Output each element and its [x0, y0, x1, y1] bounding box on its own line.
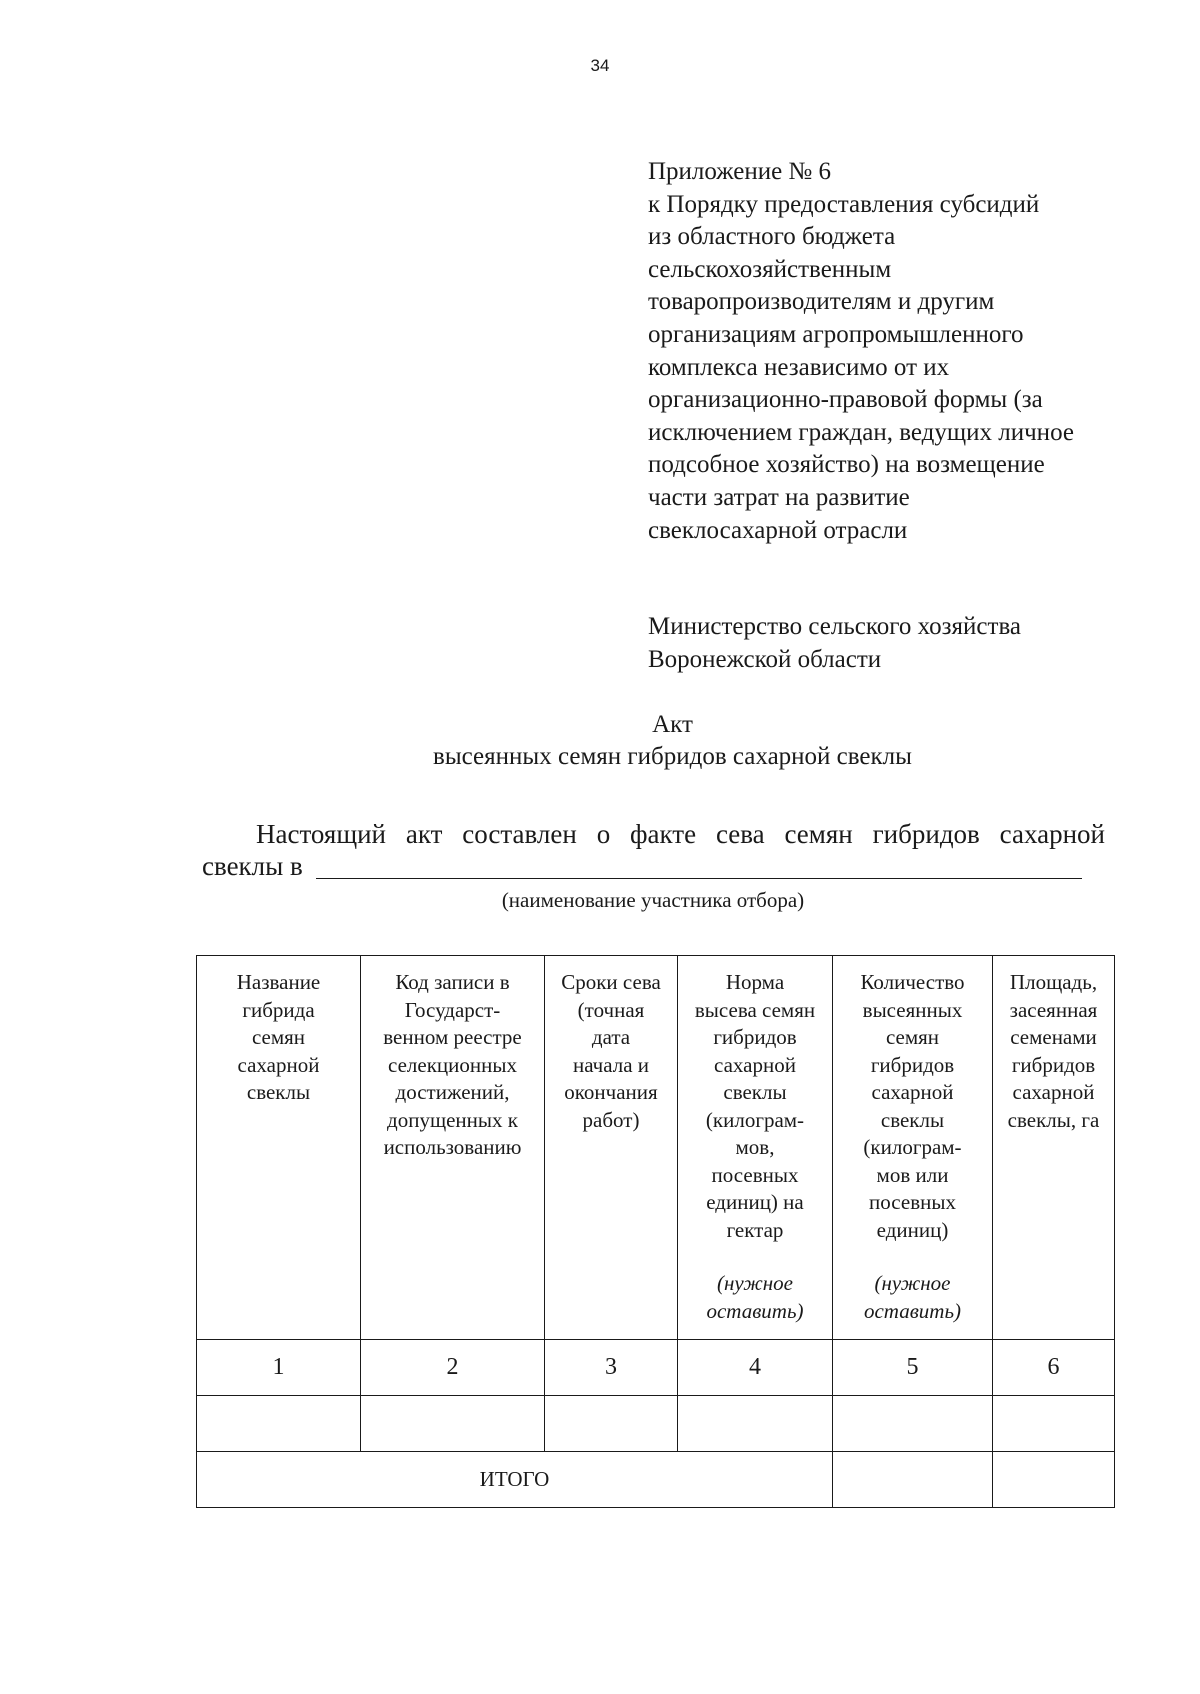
header-text-line: работ) — [582, 1107, 640, 1132]
header-note-line: оставить) — [706, 1298, 804, 1323]
column-header-4 — [678, 956, 833, 1340]
ministry-line: Воронежской области — [648, 645, 882, 673]
header-text-line: сахарной — [1012, 1080, 1095, 1104]
column-header-3 — [545, 956, 678, 1340]
table-cell — [993, 1396, 1115, 1452]
table-row — [197, 1396, 1115, 1452]
column-header-2 — [361, 956, 545, 1340]
column-number: 3 — [545, 1340, 678, 1396]
header-text-line: Название — [236, 970, 321, 994]
header-text-line: Код записи в — [395, 970, 510, 994]
header-text-line: свеклы — [246, 1080, 311, 1104]
statement-line-2: свеклы в — [202, 851, 303, 881]
column-number: 5 — [833, 1340, 993, 1396]
header-text-line: (точная — [577, 997, 645, 1022]
header-text-line: Сроки сева — [561, 970, 661, 994]
column-number: 2 — [361, 1340, 545, 1396]
appendix-line: к Порядку предоставления субсидий — [648, 190, 1040, 218]
header-text-line: гибридов — [1011, 1052, 1096, 1077]
header-text-line: семян — [251, 1025, 306, 1049]
header-text-line: гибридов — [870, 1052, 955, 1077]
appendix-line: подсобное хозяйство) на возмещение — [648, 451, 1045, 479]
header-text-line: высеянных — [862, 997, 963, 1022]
participant-caption: (наименование участника отбора) — [501, 888, 805, 912]
header-text-line: сахарной — [714, 1052, 796, 1077]
header-text-line: свеклы, га — [1007, 1107, 1100, 1132]
header-text-line: достижений, — [395, 1080, 510, 1104]
header-text-line: гибрида — [242, 997, 315, 1022]
total-quantity-cell — [833, 1452, 993, 1508]
table-cell — [833, 1396, 993, 1452]
appendix-line: Приложение № 6 — [648, 158, 832, 185]
column-number: 6 — [993, 1340, 1115, 1396]
header-text-line: мов, — [735, 1135, 775, 1159]
header-text-line: единиц) — [876, 1217, 949, 1242]
appendix-line: комплекса независимо от их — [648, 353, 950, 381]
statement-line-1: Настоящий акт составлен о факте сева семян гибридов сахарной — [256, 819, 1105, 849]
appendix-line: свеклосахарной отрасли — [648, 516, 908, 544]
header-note — [833, 1270, 992, 1325]
appendix-line: организационно-правовой формы (за — [648, 386, 1043, 414]
header-text-line: посевных — [711, 1162, 799, 1187]
table-cell — [197, 1396, 361, 1452]
header-text-line: венном реестре — [383, 1025, 522, 1049]
header-text-line: использованию — [383, 1135, 522, 1159]
header-text-line: единиц) на — [706, 1190, 804, 1214]
header-note-line: оставить) — [863, 1298, 962, 1323]
total-area-cell — [993, 1452, 1115, 1508]
page-number: 34 — [590, 56, 610, 75]
column-number: 1 — [197, 1340, 361, 1396]
total-row — [197, 1452, 1115, 1508]
act-subtitle: высеянных семян гибридов сахарной свеклы — [433, 743, 912, 770]
header-note-line: (нужное — [717, 1271, 793, 1295]
seed-act-table — [196, 955, 1115, 1508]
table-cell — [545, 1396, 678, 1452]
header-text-line: сахарной — [871, 1080, 954, 1104]
header-text-line: гектар — [726, 1217, 784, 1242]
act-title: Акт — [652, 711, 693, 738]
table-header-row — [197, 956, 1115, 1340]
header-text-line: засеянная — [1009, 997, 1098, 1022]
total-label: ИТОГО — [197, 1452, 833, 1508]
table-cell — [361, 1396, 545, 1452]
column-header-1 — [197, 956, 361, 1340]
column-number: 4 — [678, 1340, 833, 1396]
header-text-line: гибридов — [713, 1025, 797, 1049]
header-text-line: дата — [591, 1025, 631, 1049]
appendix-line: товаропроизводителям и другим — [648, 288, 995, 316]
header-text-line: свеклы — [723, 1080, 787, 1104]
header-text-line: допущенных к — [387, 1107, 518, 1132]
ministry-name — [648, 611, 1168, 676]
header-note — [678, 1270, 832, 1325]
header-text-line: посевных — [869, 1190, 956, 1214]
header-text-line: селекционных — [388, 1052, 517, 1077]
header-text-line: свеклы — [880, 1107, 945, 1132]
appendix-line: из областного бюджета — [648, 223, 896, 251]
header-text-line: мов или — [876, 1162, 949, 1187]
appendix-line: организациям агропромышленного — [648, 320, 1024, 348]
table-cell — [678, 1396, 833, 1452]
header-text-line: (килограм- — [705, 1107, 805, 1132]
header-text-line: Норма — [725, 970, 785, 994]
appendix-header — [648, 156, 1168, 547]
appendix-line: сельскохозяйственным — [648, 255, 892, 283]
header-text-line: начала и — [572, 1052, 650, 1077]
appendix-line: исключением граждан, ведущих личное — [648, 418, 1074, 446]
header-text-line: (килограм- — [863, 1135, 962, 1159]
header-text-line: семян — [885, 1025, 940, 1049]
column-number-row — [197, 1340, 1115, 1396]
ministry-line: Министерство сельского хозяйства — [648, 613, 1022, 640]
header-text-line: сахарной — [237, 1052, 320, 1077]
header-text-line: высева семян — [694, 997, 816, 1022]
header-text-line: окончания — [564, 1080, 658, 1104]
appendix-line: части затрат на развитие — [648, 483, 910, 511]
header-text-line: Количество — [860, 970, 965, 994]
participant-name-line — [316, 878, 1082, 879]
column-header-5 — [833, 956, 993, 1340]
header-note-line: (нужное — [874, 1271, 951, 1295]
header-text-line: Государст- — [404, 997, 501, 1022]
header-text-line: семенами — [1010, 1025, 1097, 1049]
column-header-6 — [993, 956, 1115, 1340]
header-text-line: Площадь, — [1009, 970, 1098, 994]
